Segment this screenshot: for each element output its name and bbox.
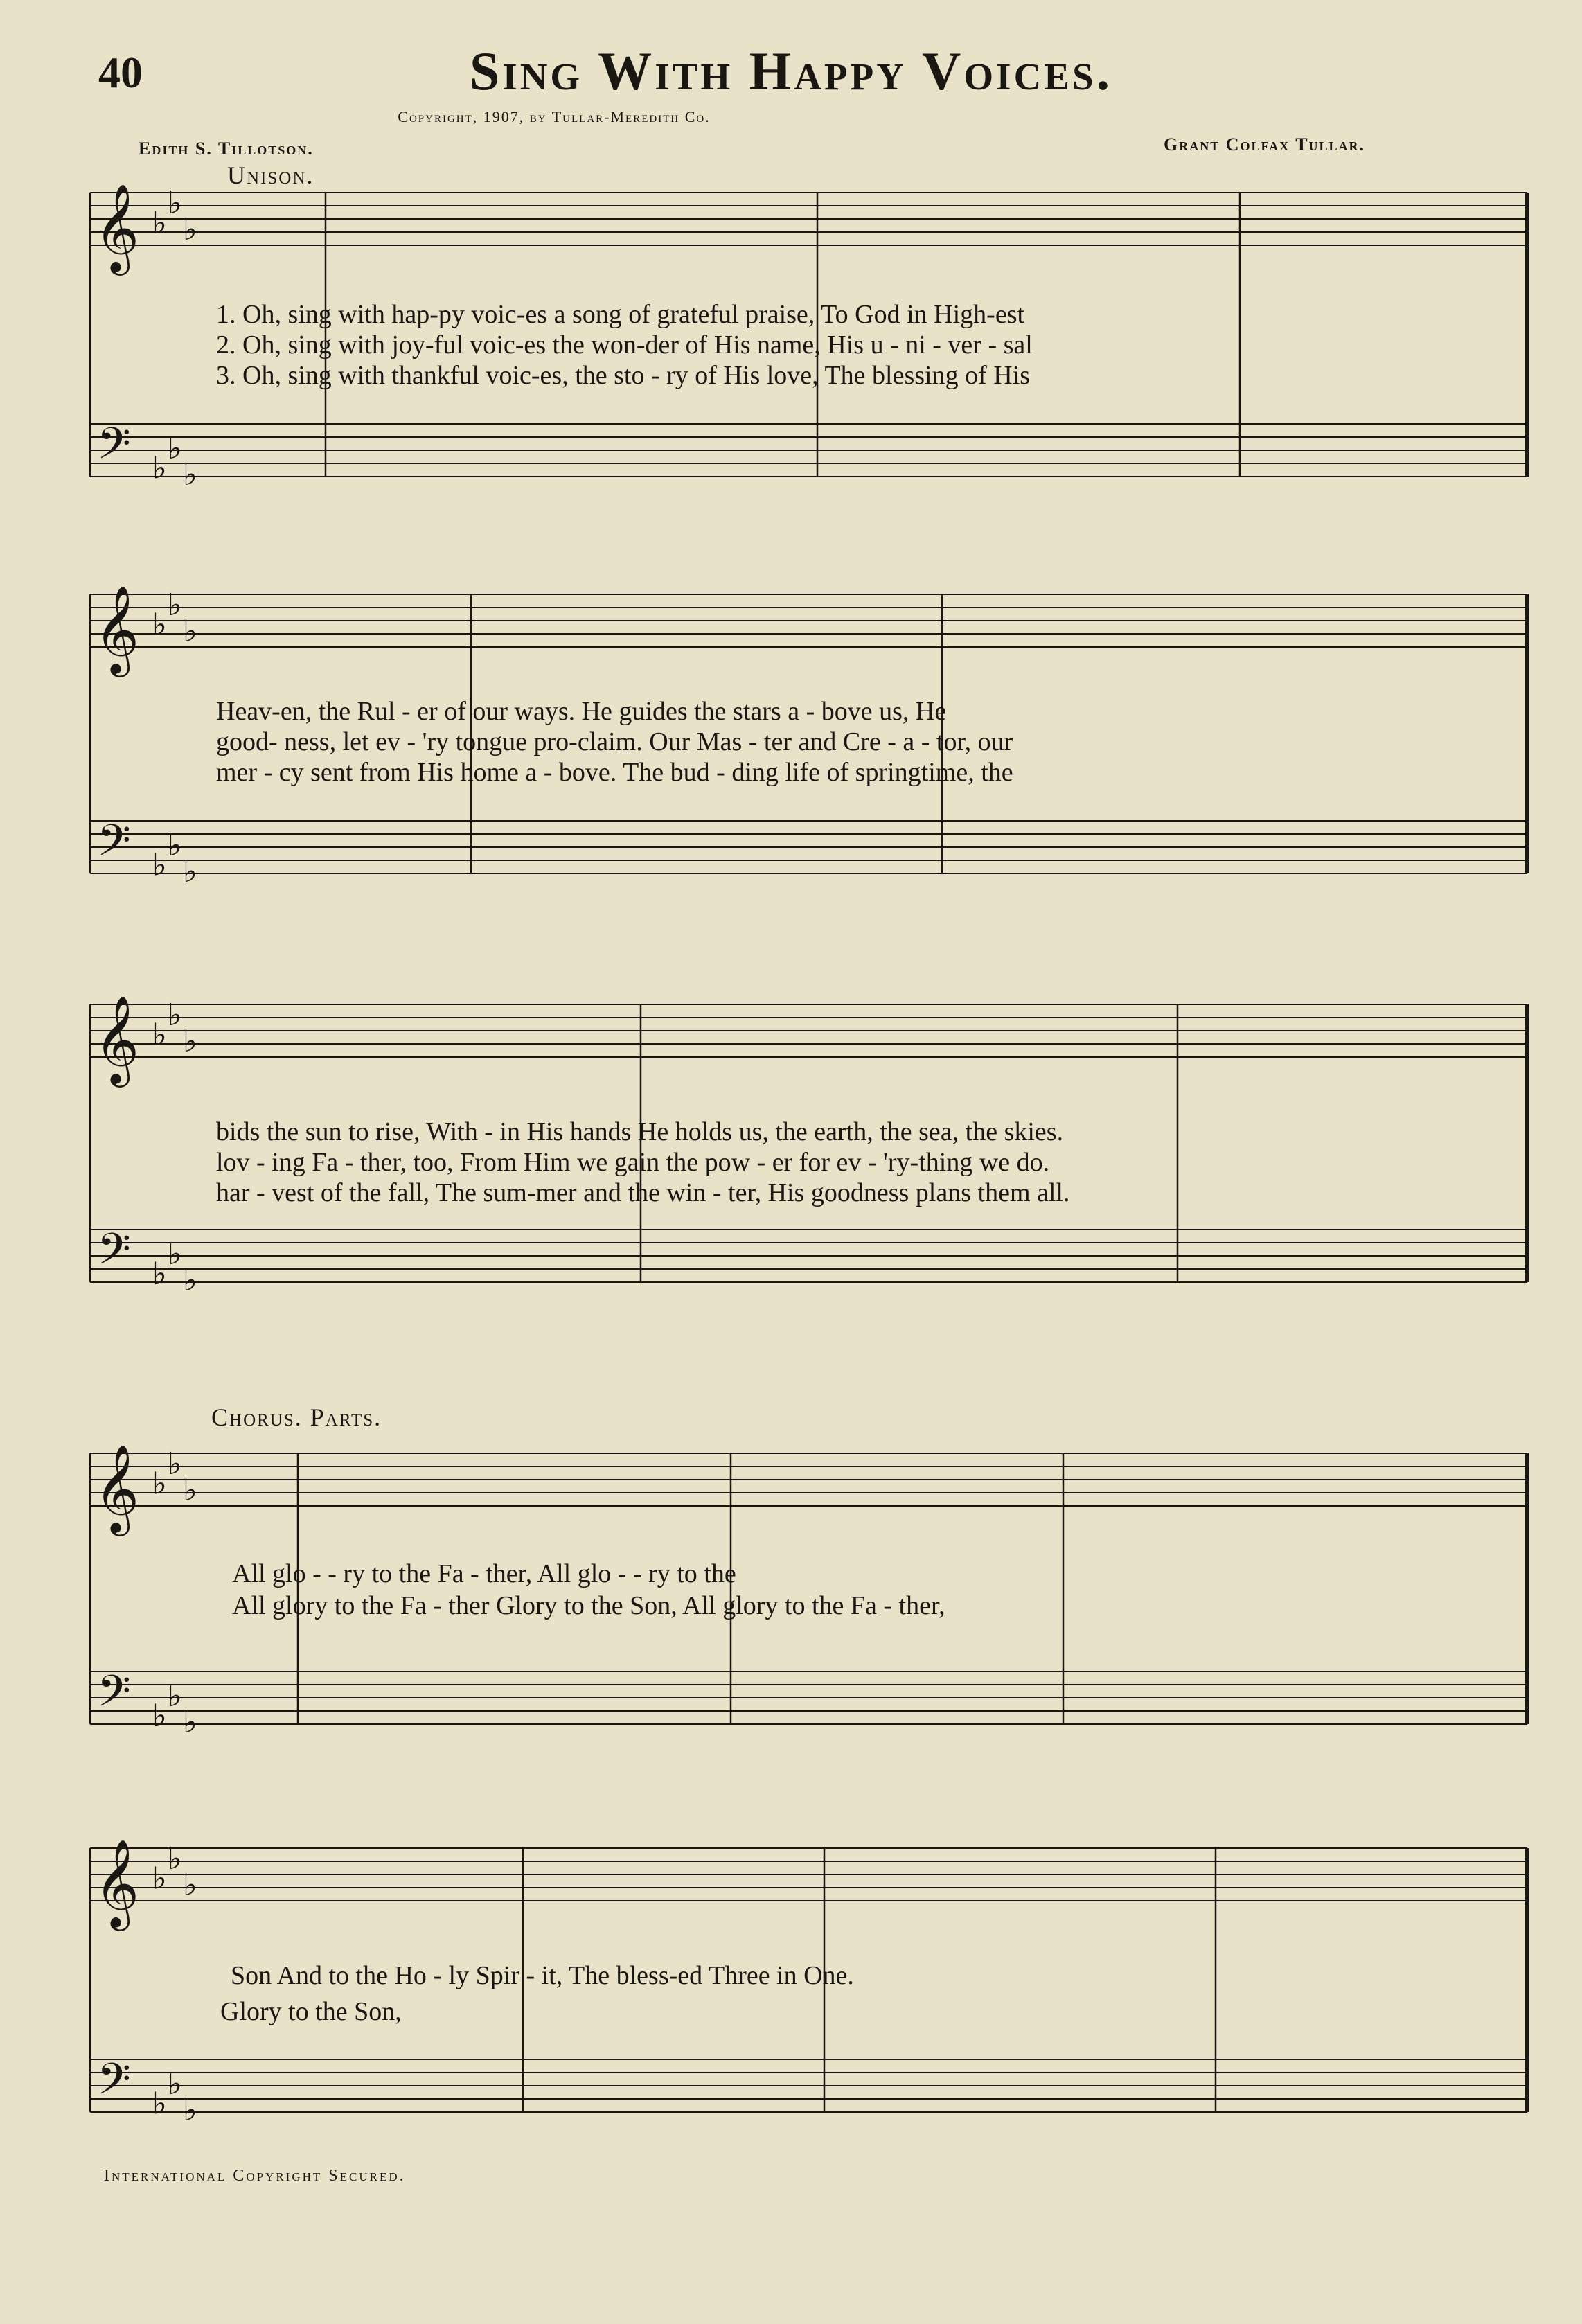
flat-icon: ♭ <box>152 206 167 240</box>
flat-icon: ♭ <box>168 998 182 1032</box>
system-5-lyric-line-2: Glory to the Son, <box>220 1997 402 2026</box>
flat-icon: ♭ <box>152 451 167 486</box>
flat-icon: ♭ <box>168 1842 182 1876</box>
system-5-lyric-line-1: Son And to the Ho - ly Spir - it, The bless-ed Three in One. <box>231 1961 854 1990</box>
flat-icon: ♭ <box>183 213 197 247</box>
flat-icon: ♭ <box>183 1705 197 1739</box>
flat-icon: ♭ <box>168 588 182 622</box>
flat-icon: ♭ <box>168 1679 182 1713</box>
flat-icon: ♭ <box>152 1257 167 1291</box>
composer-credit: Grant Colfax Tullar. <box>1164 134 1366 154</box>
flat-icon: ♭ <box>183 1473 197 1507</box>
treble-clef-icon: 𝄞 <box>94 995 140 1083</box>
flat-icon: ♭ <box>183 1024 197 1058</box>
flat-icon: ♭ <box>152 1466 167 1501</box>
flat-icon: ♭ <box>183 1868 197 1902</box>
system-3-lyric-line-1: bids the sun to rise, With - in His hands He holds us, the earth, the sea, the skies. <box>216 1117 1064 1146</box>
system-3-lyric-line-3: har - vest of the fall, The sum-mer and the win - ter, His goodness plans them all. <box>216 1178 1070 1207</box>
flat-icon: ♭ <box>152 2086 167 2121</box>
system-4-lyric-line-1: All glo - - ry to the Fa - ther, All glo - - ry to the <box>232 1559 736 1588</box>
system-4-lyric-line-2: All glory to the Fa - ther Glory to the Son, All glory to the Fa - ther, <box>232 1591 945 1620</box>
flat-icon: ♭ <box>152 1018 167 1052</box>
bass-clef-icon: 𝄢 <box>97 815 131 876</box>
bass-clef-icon: 𝄢 <box>97 2053 131 2115</box>
system-1-lyric-line-2: 2. Oh, sing with joy-ful voic-es the won-der of His name, His u - ni - ver - sal <box>216 330 1033 360</box>
flat-icon: ♭ <box>168 828 182 862</box>
flat-icon: ♭ <box>183 2093 197 2127</box>
footer-copyright: International Copyright Secured. <box>104 2167 406 2185</box>
system-3-lyric-line-2: lov - ing Fa - ther, too, From Him we gain the pow - er for ev - 'ry-thing we do. <box>216 1148 1050 1177</box>
flat-icon: ♭ <box>152 1861 167 1896</box>
unison-marking: Unison. <box>227 161 314 189</box>
page-number: 40 <box>98 48 143 97</box>
chorus-marking: Chorus. Parts. <box>211 1403 382 1431</box>
treble-clef-icon: 𝄞 <box>94 183 140 272</box>
flat-icon: ♭ <box>183 1263 197 1297</box>
flat-icon: ♭ <box>152 848 167 882</box>
system-1-lyric-line-1: 1. Oh, sing with hap-py voic-es a song of grateful praise, To God in High-est <box>216 300 1025 329</box>
flat-icon: ♭ <box>183 614 197 648</box>
flat-icon: ♭ <box>168 2067 182 2101</box>
treble-clef-icon: 𝄞 <box>94 585 140 673</box>
flat-icon: ♭ <box>168 432 182 465</box>
flat-icon: ♭ <box>183 855 197 889</box>
copyright-line: Copyright, 1907, by Tullar-Meredith Co. <box>398 108 711 125</box>
flat-icon: ♭ <box>152 607 167 642</box>
flat-icon: ♭ <box>168 1447 182 1481</box>
bass-clef-icon: 𝄢 <box>97 418 131 479</box>
flat-icon: ♭ <box>168 1237 182 1271</box>
system-2-lyric-line-1: Heav-en, the Rul - er of our ways. He guides the stars a - bove us, He <box>216 697 947 726</box>
flat-icon: ♭ <box>183 458 197 492</box>
bass-clef-icon: 𝄢 <box>97 1665 131 1727</box>
system-2-lyric-line-2: good- ness, let ev - 'ry tongue pro-claim. Our Mas - ter and Cre - a - tor, our <box>216 727 1013 756</box>
treble-clef-icon: 𝄞 <box>94 1838 140 1927</box>
treble-clef-icon: 𝄞 <box>94 1444 140 1532</box>
system-1-lyric-line-3: 3. Oh, sing with thankful voic-es, the sto - ry of His love, The blessing of His <box>216 361 1031 390</box>
lyricist-credit: Edith S. Tillotson. <box>139 139 314 159</box>
flat-icon: ♭ <box>152 1698 167 1733</box>
bass-clef-icon: 𝄢 <box>97 1223 131 1285</box>
system-2-lyric-line-3: mer - cy sent from His home a - bove. The bud - ding life of springtime, the <box>216 758 1013 787</box>
flat-icon: ♭ <box>168 186 182 220</box>
page-title: Sing With Happy Voices. <box>469 41 1113 101</box>
